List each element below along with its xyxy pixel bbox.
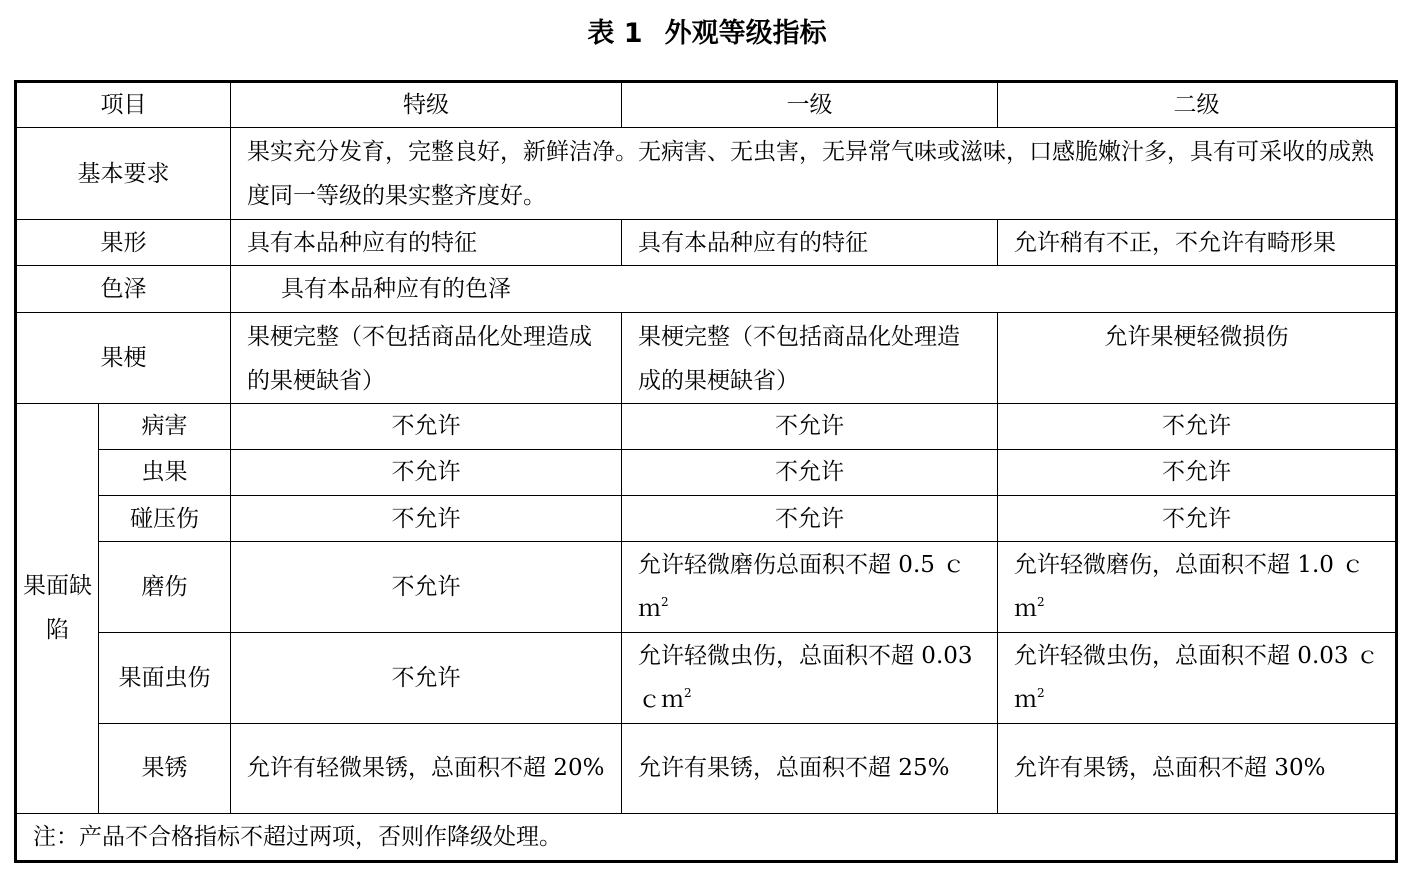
insect-fruit-special: 不允许 — [231, 449, 622, 495]
table-title-text: 外观等级指标 — [664, 18, 827, 49]
rust-second: 允许有果锈，总面积不超 30% — [998, 723, 1397, 813]
surface-insect-special: 不允许 — [231, 633, 622, 723]
abrasion-first: 允许轻微磨伤总面积不超 0.5 ｃｍ — [638, 552, 966, 623]
rust-label: 果锈 — [99, 723, 231, 813]
shape-label: 果形 — [16, 220, 231, 266]
defects-group-label: 果面缺陷 — [16, 403, 99, 813]
table-title — [0, 14, 1414, 54]
disease-label: 病害 — [99, 403, 231, 449]
surface-insect-second-cell — [998, 633, 1397, 723]
header-second: 二级 — [998, 82, 1397, 128]
surface-insect-row — [16, 633, 1397, 723]
surface-insect-label: 果面虫伤 — [99, 633, 231, 723]
disease-first: 不允许 — [622, 403, 998, 449]
insect-fruit-row — [16, 449, 1397, 495]
surface-insect-first-cell — [622, 633, 998, 723]
bruise-first: 不允许 — [622, 496, 998, 542]
stem-label: 果梗 — [16, 312, 231, 403]
appearance-grade-table — [14, 80, 1398, 863]
color-row — [16, 266, 1397, 312]
basic-label: 基本要求 — [16, 128, 231, 220]
surface-insect-first-sup: 2 — [684, 685, 692, 700]
table-number: 表 1 — [587, 18, 643, 49]
insect-fruit-first: 不允许 — [622, 449, 998, 495]
stem-special: 果梗完整（不包括商品化处理造成的果梗缺省） — [231, 312, 622, 403]
abrasion-row — [16, 542, 1397, 633]
abrasion-first-cell — [622, 542, 998, 633]
abrasion-second-sup: 2 — [1037, 595, 1045, 610]
abrasion-special: 不允许 — [231, 542, 622, 633]
rust-first: 允许有果锈，总面积不超 25% — [622, 723, 998, 813]
shape-special: 具有本品种应有的特征 — [231, 220, 622, 266]
rust-row — [16, 723, 1397, 813]
shape-row — [16, 220, 1397, 266]
abrasion-label: 磨伤 — [99, 542, 231, 633]
color-label: 色泽 — [16, 266, 231, 312]
surface-insect-second-sup: 2 — [1037, 685, 1045, 700]
abrasion-second: 允许轻微磨伤，总面积不超 1.0 ｃｍ — [1014, 552, 1365, 623]
bruise-row — [16, 496, 1397, 542]
disease-second: 不允许 — [998, 403, 1397, 449]
insect-fruit-second: 不允许 — [998, 449, 1397, 495]
disease-row — [16, 403, 1397, 449]
surface-insect-second: 允许轻微虫伤，总面积不超 0.03 ｃｍ — [1014, 642, 1379, 713]
header-special: 特级 — [231, 82, 622, 128]
basic-text: 果实充分发育，完整良好，新鲜洁净。无病害、无虫害，无异常气味或滋味，口感脆嫩汁多，具有可采收的成熟度同一等级的果实整齐度好。 — [231, 128, 1397, 220]
bruise-special: 不允许 — [231, 496, 622, 542]
stem-second: 允许果梗轻微损伤 — [998, 312, 1397, 403]
disease-special: 不允许 — [231, 403, 622, 449]
header-row — [16, 82, 1397, 128]
stem-first: 果梗完整（不包括商品化处理造成的果梗缺省） — [622, 312, 998, 403]
abrasion-second-cell — [998, 542, 1397, 633]
rust-special: 允许有轻微果锈，总面积不超 20% — [231, 723, 622, 813]
insect-fruit-label: 虫果 — [99, 449, 231, 495]
note-row — [16, 813, 1397, 861]
bruise-second: 不允许 — [998, 496, 1397, 542]
header-first: 一级 — [622, 82, 998, 128]
header-item: 项目 — [16, 82, 231, 128]
surface-insect-first: 允许轻微虫伤，总面积不超 0.03ｃｍ — [638, 642, 973, 713]
abrasion-first-sup: 2 — [661, 595, 669, 610]
shape-second: 允许稍有不正，不允许有畸形果 — [998, 220, 1397, 266]
stem-row — [16, 312, 1397, 403]
bruise-label: 碰压伤 — [99, 496, 231, 542]
table-note: 注：产品不合格指标不超过两项，否则作降级处理。 — [16, 813, 1397, 861]
basic-requirements-row — [16, 128, 1397, 220]
shape-first: 具有本品种应有的特征 — [622, 220, 998, 266]
color-text: 具有本品种应有的色泽 — [231, 266, 1397, 312]
